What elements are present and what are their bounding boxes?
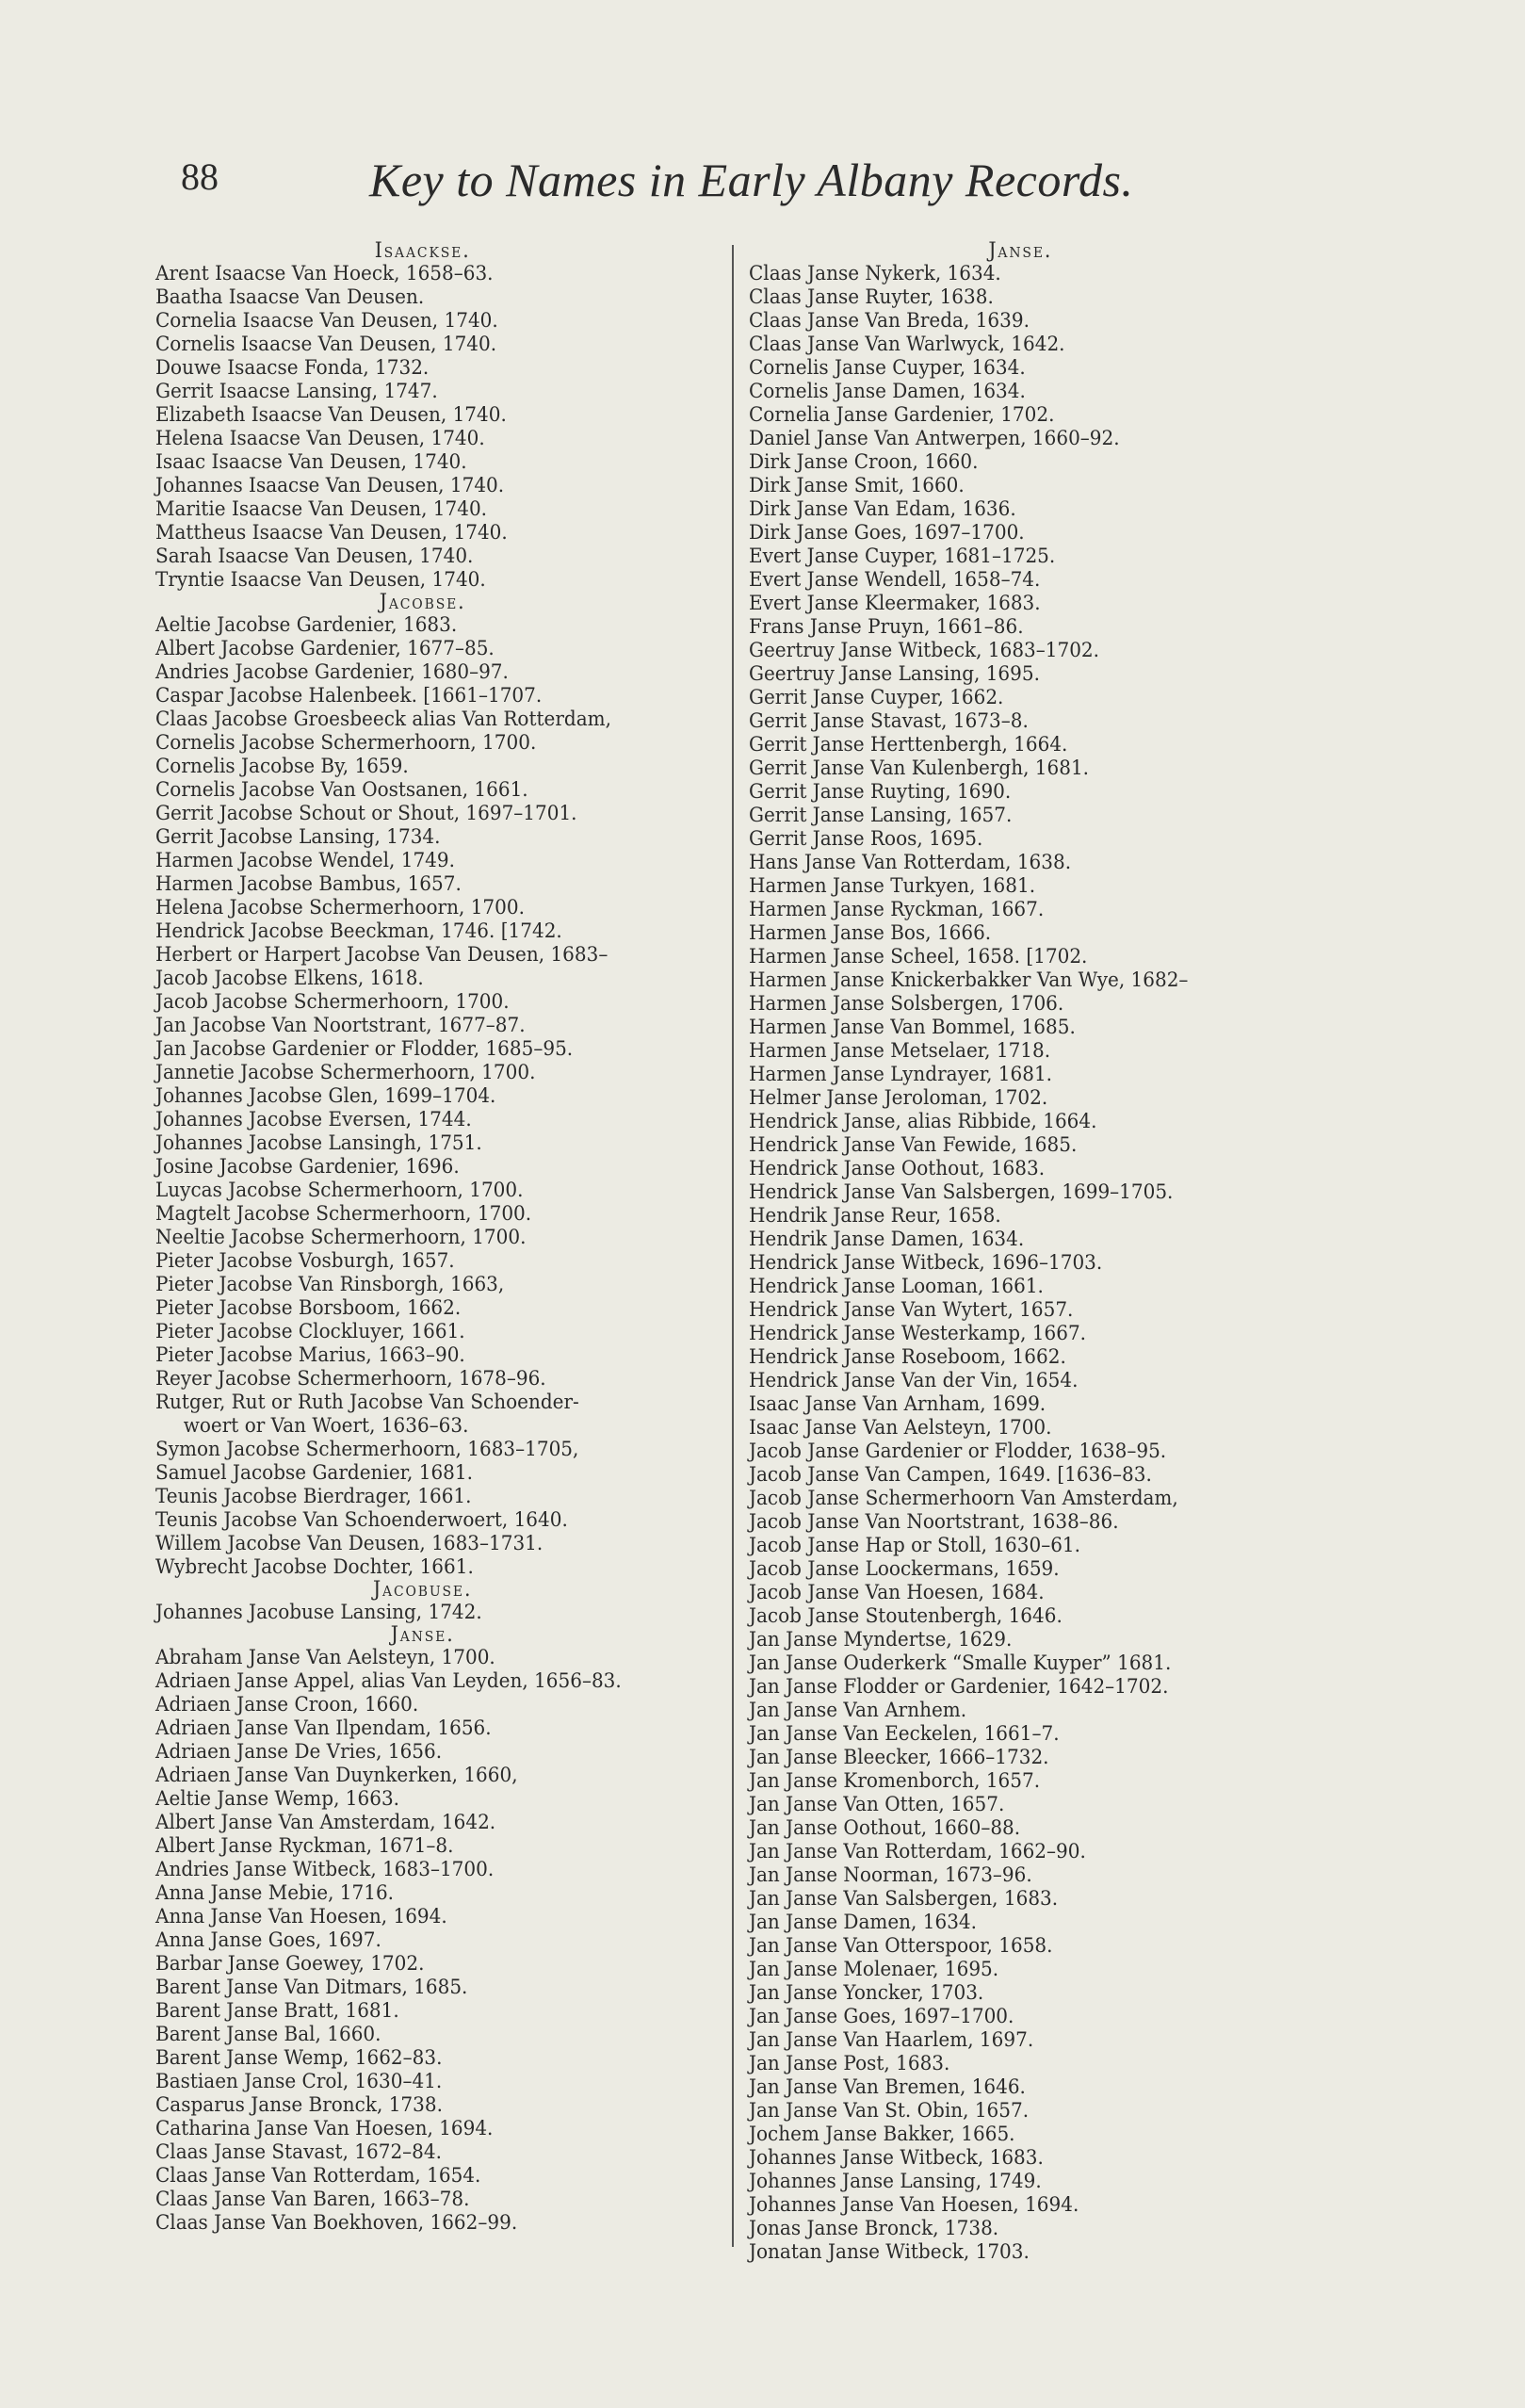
name-entry: Jan Janse Yoncker, 1703. [749,1981,984,2005]
name-entry: Jan Janse Noorman, 1673–96. [749,1863,1032,1887]
name-entry: Johannes Jacobse Eversen, 1744. [155,1108,472,1131]
name-entry: Jan Janse Van Otterspoor, 1658. [749,1934,1053,1958]
name-entry: Adriaen Janse Appel, alias Van Leyden, 1656–83. [155,1669,622,1693]
name-entry: Gerrit Jacobse Lansing, 1734. [155,825,441,849]
name-entry: Anna Janse Goes, 1697. [155,1928,381,1952]
left-column [155,240,730,2235]
name-entry: Harmen Janse Solsbergen, 1706. [749,992,1064,1016]
section-heading: Janse. [390,1623,455,1647]
name-entry: Gerrit Janse Van Kulenbergh, 1681. [749,757,1090,780]
name-entry: Claas Janse Stavast, 1672–84. [155,2140,442,2164]
name-entry: Jan Janse Van Eeckelen, 1661–7. [749,1722,1060,1746]
name-entry: Pieter Jacobse Borsboom, 1662. [155,1296,462,1320]
name-entry: Teunis Jacobse Van Schoenderwoert, 1640. [155,1508,568,1532]
name-entry: Isaac Isaacse Van Deusen, 1740. [155,450,467,474]
name-entry: Jochem Janse Bakker, 1665. [749,2123,1015,2146]
name-entry: Frans Janse Pruyn, 1661–86. [749,615,1024,639]
name-entry: Evert Janse Kleermaker, 1683. [749,592,1041,615]
name-entry: Hendrick Janse Witbeck, 1696–1703. [749,1251,1103,1275]
name-entry: Albert Jacobse Gardenier, 1677–85. [155,637,495,660]
name-entry: Jan Janse Flodder or Gardenier, 1642–1702. [749,1675,1169,1699]
name-entry: Baatha Isaacse Van Deusen. [155,285,425,309]
name-entry: Gerrit Janse Cuyper, 1662. [749,686,1004,709]
name-entry: Gerrit Janse Lansing, 1657. [749,804,1013,827]
name-entry: Hendrik Janse Reur, 1658. [749,1204,1001,1228]
section-heading: Isaacksе. [374,239,471,263]
name-entry: Harmen Jacobse Wendel, 1749. [155,849,455,872]
name-entry: Jan Janse Van Rotterdam, 1662–90. [749,1840,1086,1863]
name-entry: Harmen Janse Van Bommel, 1685. [749,1016,1076,1039]
name-entry: Claas Janse Van Warlwyck, 1642. [749,333,1065,356]
name-entry: Elizabeth Isaacse Van Deusen, 1740. [155,403,507,427]
name-entry: Symon Jacobse Schermerhoorn, 1683–1705, [155,1438,579,1461]
name-entry: Johannes Jacobuse Lansing, 1742. [155,1601,482,1624]
name-entry: Andries Janse Witbeck, 1683–1700. [155,1858,495,1881]
name-entry: Rutger, Rut or Ruth Jacobse Van Schoender- [155,1391,579,1414]
name-entry: Luycas Jacobse Schermerhoorn, 1700. [155,1179,524,1202]
name-entry: Hendrick Jacobse Beeckman, 1746. [1742. [155,919,562,943]
name-entry: Jan Jacobse Van Noortstrant, 1677–87. [155,1014,526,1037]
name-entry: Andries Jacobse Gardenier, 1680–97. [155,660,509,684]
name-entry: Hendrik Janse Damen, 1634. [749,1228,1025,1251]
name-entry: Johannes Jacobse Glen, 1699–1704. [155,1084,496,1108]
name-entry: Evert Janse Wendell, 1658–74. [749,568,1041,592]
name-entry: woert or Van Woert, 1636–63. [183,1414,469,1438]
name-entry: Claas Janse Van Baren, 1663–78. [155,2188,470,2211]
name-entry: Barent Janse Bal, 1660. [155,2023,381,2046]
name-entry: Hendrick Janse, alias Ribbide, 1664. [749,1110,1097,1133]
name-entry: Willem Jacobse Van Deusen, 1683–1731. [155,1532,543,1555]
name-entry: Isaac Janse Van Aelsteyn, 1700. [749,1416,1052,1440]
name-entry: Cornelis Jacobse Van Oostsanen, 1661. [155,778,528,802]
right-column [749,240,1333,2264]
name-entry: Barent Janse Bratt, 1681. [155,1999,399,2023]
name-entry: Claas Janse Ruyter, 1638. [749,285,994,309]
name-entry: Harmen Janse Ryckman, 1667. [749,898,1045,921]
name-entry: Josine Jacobse Gardenier, 1696. [155,1155,460,1179]
name-entry: Pieter Jacobse Clockluyer, 1661. [155,1320,465,1343]
name-entry: Evert Janse Cuyper, 1681–1725. [749,545,1056,568]
name-entry: Douwe Isaacse Fonda, 1732. [155,356,430,380]
name-entry: Jan Janse Van Salsbergen, 1683. [749,1887,1059,1911]
name-entry: Pieter Jacobse Marius, 1663–90. [155,1343,465,1367]
name-entry: Adriaen Janse Van Ilpendam, 1656. [155,1717,492,1740]
name-entry: Harmen Janse Turkyen, 1681. [749,874,1036,898]
name-entry: Hendrick Janse Van der Vin, 1654. [749,1369,1079,1392]
name-entry: Helena Jacobse Schermerhoorn, 1700. [155,896,525,919]
name-entry: Jan Janse Van St. Obin, 1657. [749,2099,1030,2123]
name-entry: Harmen Janse Knickerbakker Van Wye, 1682– [749,968,1189,992]
name-entry: Mattheus Isaacse Van Deusen, 1740. [155,521,508,545]
name-entry: Aeltie Jacobse Gardenier, 1683. [155,613,458,637]
name-entry: Bastiaen Janse Crol, 1630–41. [155,2070,443,2093]
name-entry: Jan Janse Bleecker, 1666–1732. [749,1746,1049,1769]
name-entry: Jacob Janse Van Campen, 1649. [1636–83. [749,1463,1152,1487]
name-entry: Tryntie Isaacse Van Deusen, 1740. [155,568,486,592]
name-entry: Jan Janse Goes, 1697–1700. [749,2005,1014,2028]
name-entry: Harmen Janse Metselaer, 1718. [749,1039,1051,1063]
name-entry: Cornelia Isaacse Van Deusen, 1740. [155,309,498,333]
name-entry: Jonas Janse Bronck, 1738. [749,2217,999,2240]
name-entry: Gerrit Janse Ruyting, 1690. [749,780,1012,804]
name-entry: Jan Janse Myndertse, 1629. [749,1628,1013,1651]
running-title: Key to Names in Early Albany Records. [369,154,1134,206]
name-entry: Harmen Jacobse Bambus, 1657. [155,872,462,896]
name-entry: Dirk Janse Goes, 1697–1700. [749,521,1025,545]
name-entry: Catharina Janse Van Hoesen, 1694. [155,2117,494,2140]
name-entry: Jan Janse Post, 1683. [749,2052,950,2075]
name-entry: Barent Janse Van Ditmars, 1685. [155,1976,468,1999]
name-entry: Hendrick Janse Van Wytert, 1657. [749,1298,1074,1322]
name-entry: Hendrick Janse Oothout, 1683. [749,1157,1046,1180]
name-entry: Aeltie Janse Wemp, 1663. [155,1787,400,1811]
name-entry: Daniel Janse Van Antwerpen, 1660–92. [749,427,1120,450]
name-entry: Jan Janse Van Arnhem. [749,1699,967,1722]
column-divider [732,245,734,2247]
section-heading: Jacobuse. [372,1578,473,1602]
section-heading: Janse. [988,239,1053,263]
name-entry: Adriaen Janse Van Duynkerken, 1660, [155,1764,518,1787]
name-entry: Gerrit Janse Herttenbergh, 1664. [749,733,1068,757]
name-entry: Gerrit Janse Stavast, 1673–8. [749,709,1029,733]
name-entry: Jonatan Janse Witbeck, 1703. [749,2240,1030,2264]
name-entry: Hendrick Janse Roseboom, 1662. [749,1345,1066,1369]
name-entry: Hendrick Janse Van Salsbergen, 1699–1705. [749,1180,1174,1204]
name-entry: Albert Janse Ryckman, 1671–8. [155,1834,454,1858]
name-entry: Adriaen Janse De Vries, 1656. [155,1740,443,1764]
name-entry: Harmen Janse Scheel, 1658. [1702. [749,945,1088,968]
name-entry: Cornelis Janse Cuyper, 1634. [749,356,1026,380]
name-entry: Adriaen Janse Croon, 1660. [155,1693,419,1717]
name-entry: Jan Janse Van Haarlem, 1697. [749,2028,1034,2052]
page-header [181,151,1151,217]
name-entry: Jacob Janse Stoutenbergh, 1646. [749,1604,1063,1628]
name-entry: Dirk Janse Van Edam, 1636. [749,497,1016,521]
name-entry: Cornelis Isaacse Van Deusen, 1740. [155,333,497,356]
name-entry: Dirk Janse Smit, 1660. [749,474,965,497]
name-entry: Johannes Janse Lansing, 1749. [749,2170,1042,2193]
name-entry: Jan Janse Van Bremen, 1646. [749,2075,1026,2099]
name-entry: Hendrick Janse Van Fewide, 1685. [749,1133,1078,1157]
name-entry: Wybrecht Jacobse Dochter, 1661. [155,1555,474,1579]
name-entry: Claas Janse Nykerk, 1634. [749,262,1001,285]
name-entry: Gerrit Isaacse Lansing, 1747. [155,380,438,403]
name-entry: Magtelt Jacobse Schermerhoorn, 1700. [155,1202,532,1226]
name-entry: Harmen Janse Bos, 1666. [749,921,992,945]
name-entry: Johannes Janse Van Hoesen, 1694. [749,2193,1079,2217]
name-entry: Pieter Jacobse Vosburgh, 1657. [155,1249,455,1273]
name-entry: Helmer Janse Jeroloman, 1702. [749,1086,1048,1110]
name-entry: Jan Janse Ouderkerk “Smalle Kuyper” 1681. [749,1651,1172,1675]
name-entry: Jacob Janse Hap or Stoll, 1630–61. [749,1534,1081,1557]
name-entry: Herbert or Harpert Jacobse Van Deusen, 1683– [155,943,608,967]
name-entry: Albert Janse Van Amsterdam, 1642. [155,1811,496,1834]
name-entry: Barbar Janse Goewey, 1702. [155,1952,425,1976]
name-entry: Jan Jacobse Gardenier or Flodder, 1685–95. [155,1037,574,1061]
name-entry: Pieter Jacobse Van Rinsborgh, 1663, [155,1273,505,1296]
name-entry: Samuel Jacobse Gardenier, 1681. [155,1461,473,1485]
name-entry: Johannes Isaacse Van Deusen, 1740. [155,474,505,497]
name-entry: Cornelis Jacobse By, 1659. [155,755,409,778]
name-entry: Abraham Janse Van Aelsteyn, 1700. [155,1646,495,1669]
name-entry: Barent Janse Wemp, 1662–83. [155,2046,443,2070]
name-entry: Jacob Janse Schermerhoorn Van Amsterdam, [749,1487,1178,1510]
name-entry: Geertruy Janse Lansing, 1695. [749,662,1040,686]
name-entry: Jannetie Jacobse Schermerhoorn, 1700. [155,1061,536,1084]
name-entry: Harmen Janse Lyndrayer, 1681. [749,1063,1053,1086]
name-entry: Claas Janse Van Rotterdam, 1654. [155,2164,481,2188]
name-entry: Claas Jacobse Groesbeeck alias Van Rotterdam, [155,708,611,731]
name-entry: Jan Janse Molenaer, 1695. [749,1958,999,1981]
name-entry: Jacob Jacobse Schermerhoorn, 1700. [155,990,510,1014]
name-entry: Johannes Jacobse Lansingh, 1751. [155,1131,482,1155]
name-entry: Claas Janse Van Boekhoven, 1662–99. [155,2211,518,2235]
name-entry: Jacob Janse Van Noortstrant, 1638–86. [749,1510,1119,1534]
name-entry: Maritie Isaacse Van Deusen, 1740. [155,497,488,521]
name-entry: Reyer Jacobse Schermerhoorn, 1678–96. [155,1367,546,1391]
name-entry: Isaac Janse Van Arnham, 1699. [749,1392,1046,1416]
name-entry: Hendrick Janse Looman, 1661. [749,1275,1044,1298]
page-number: 88 [181,155,219,198]
name-entry: Jan Janse Oothout, 1660–88. [749,1816,1021,1840]
name-entry: Teunis Jacobse Bierdrager, 1661. [155,1485,472,1508]
name-entry: Claas Janse Van Breda, 1639. [749,309,1030,333]
name-entry: Cornelia Janse Gardenier, 1702. [749,403,1055,427]
name-entry: Jan Janse Van Otten, 1657. [749,1793,1005,1816]
name-entry: Gerrit Janse Roos, 1695. [749,827,983,851]
name-entry: Anna Janse Van Hoesen, 1694. [155,1905,447,1928]
name-entry: Anna Janse Mebie, 1716. [155,1881,395,1905]
name-entry: Jacob Janse Gardenier or Flodder, 1638–95. [749,1440,1167,1463]
name-entry: Caspar Jacobse Halenbeek. [1661–1707. [155,684,543,708]
name-entry: Hendrick Janse Westerkamp, 1667. [749,1322,1087,1345]
name-entry: Jan Janse Kromenborch, 1657. [749,1769,1041,1793]
name-entry: Jan Janse Damen, 1634. [749,1911,978,1934]
name-entry: Neeltie Jacobse Schermerhoorn, 1700. [155,1226,527,1249]
name-entry: Hans Janse Van Rotterdam, 1638. [749,851,1072,874]
name-entry: Helena Isaacse Van Deusen, 1740. [155,427,485,450]
name-entry: Johannes Janse Witbeck, 1683. [749,2146,1044,2170]
name-entry: Cornelis Janse Damen, 1634. [749,380,1026,403]
name-entry: Jacob Janse Loockermans, 1659. [749,1557,1060,1581]
name-entry: Geertruy Janse Witbeck, 1683–1702. [749,639,1099,662]
name-entry: Dirk Janse Croon, 1660. [749,450,979,474]
name-entry: Cornelis Jacobse Schermerhoorn, 1700. [155,731,537,755]
name-entry: Jacob Jacobse Elkens, 1618. [155,967,424,990]
name-entry: Casparus Janse Bronck, 1738. [155,2093,443,2117]
section-heading: Jacobse. [379,591,466,614]
name-entry: Arent Isaacse Van Hoeck, 1658–63. [155,262,494,285]
name-entry: Gerrit Jacobse Schout or Shout, 1697–1701. [155,802,577,825]
name-entry: Jacob Janse Van Hoesen, 1684. [749,1581,1045,1604]
name-entry: Sarah Isaacse Van Deusen, 1740. [155,545,474,568]
